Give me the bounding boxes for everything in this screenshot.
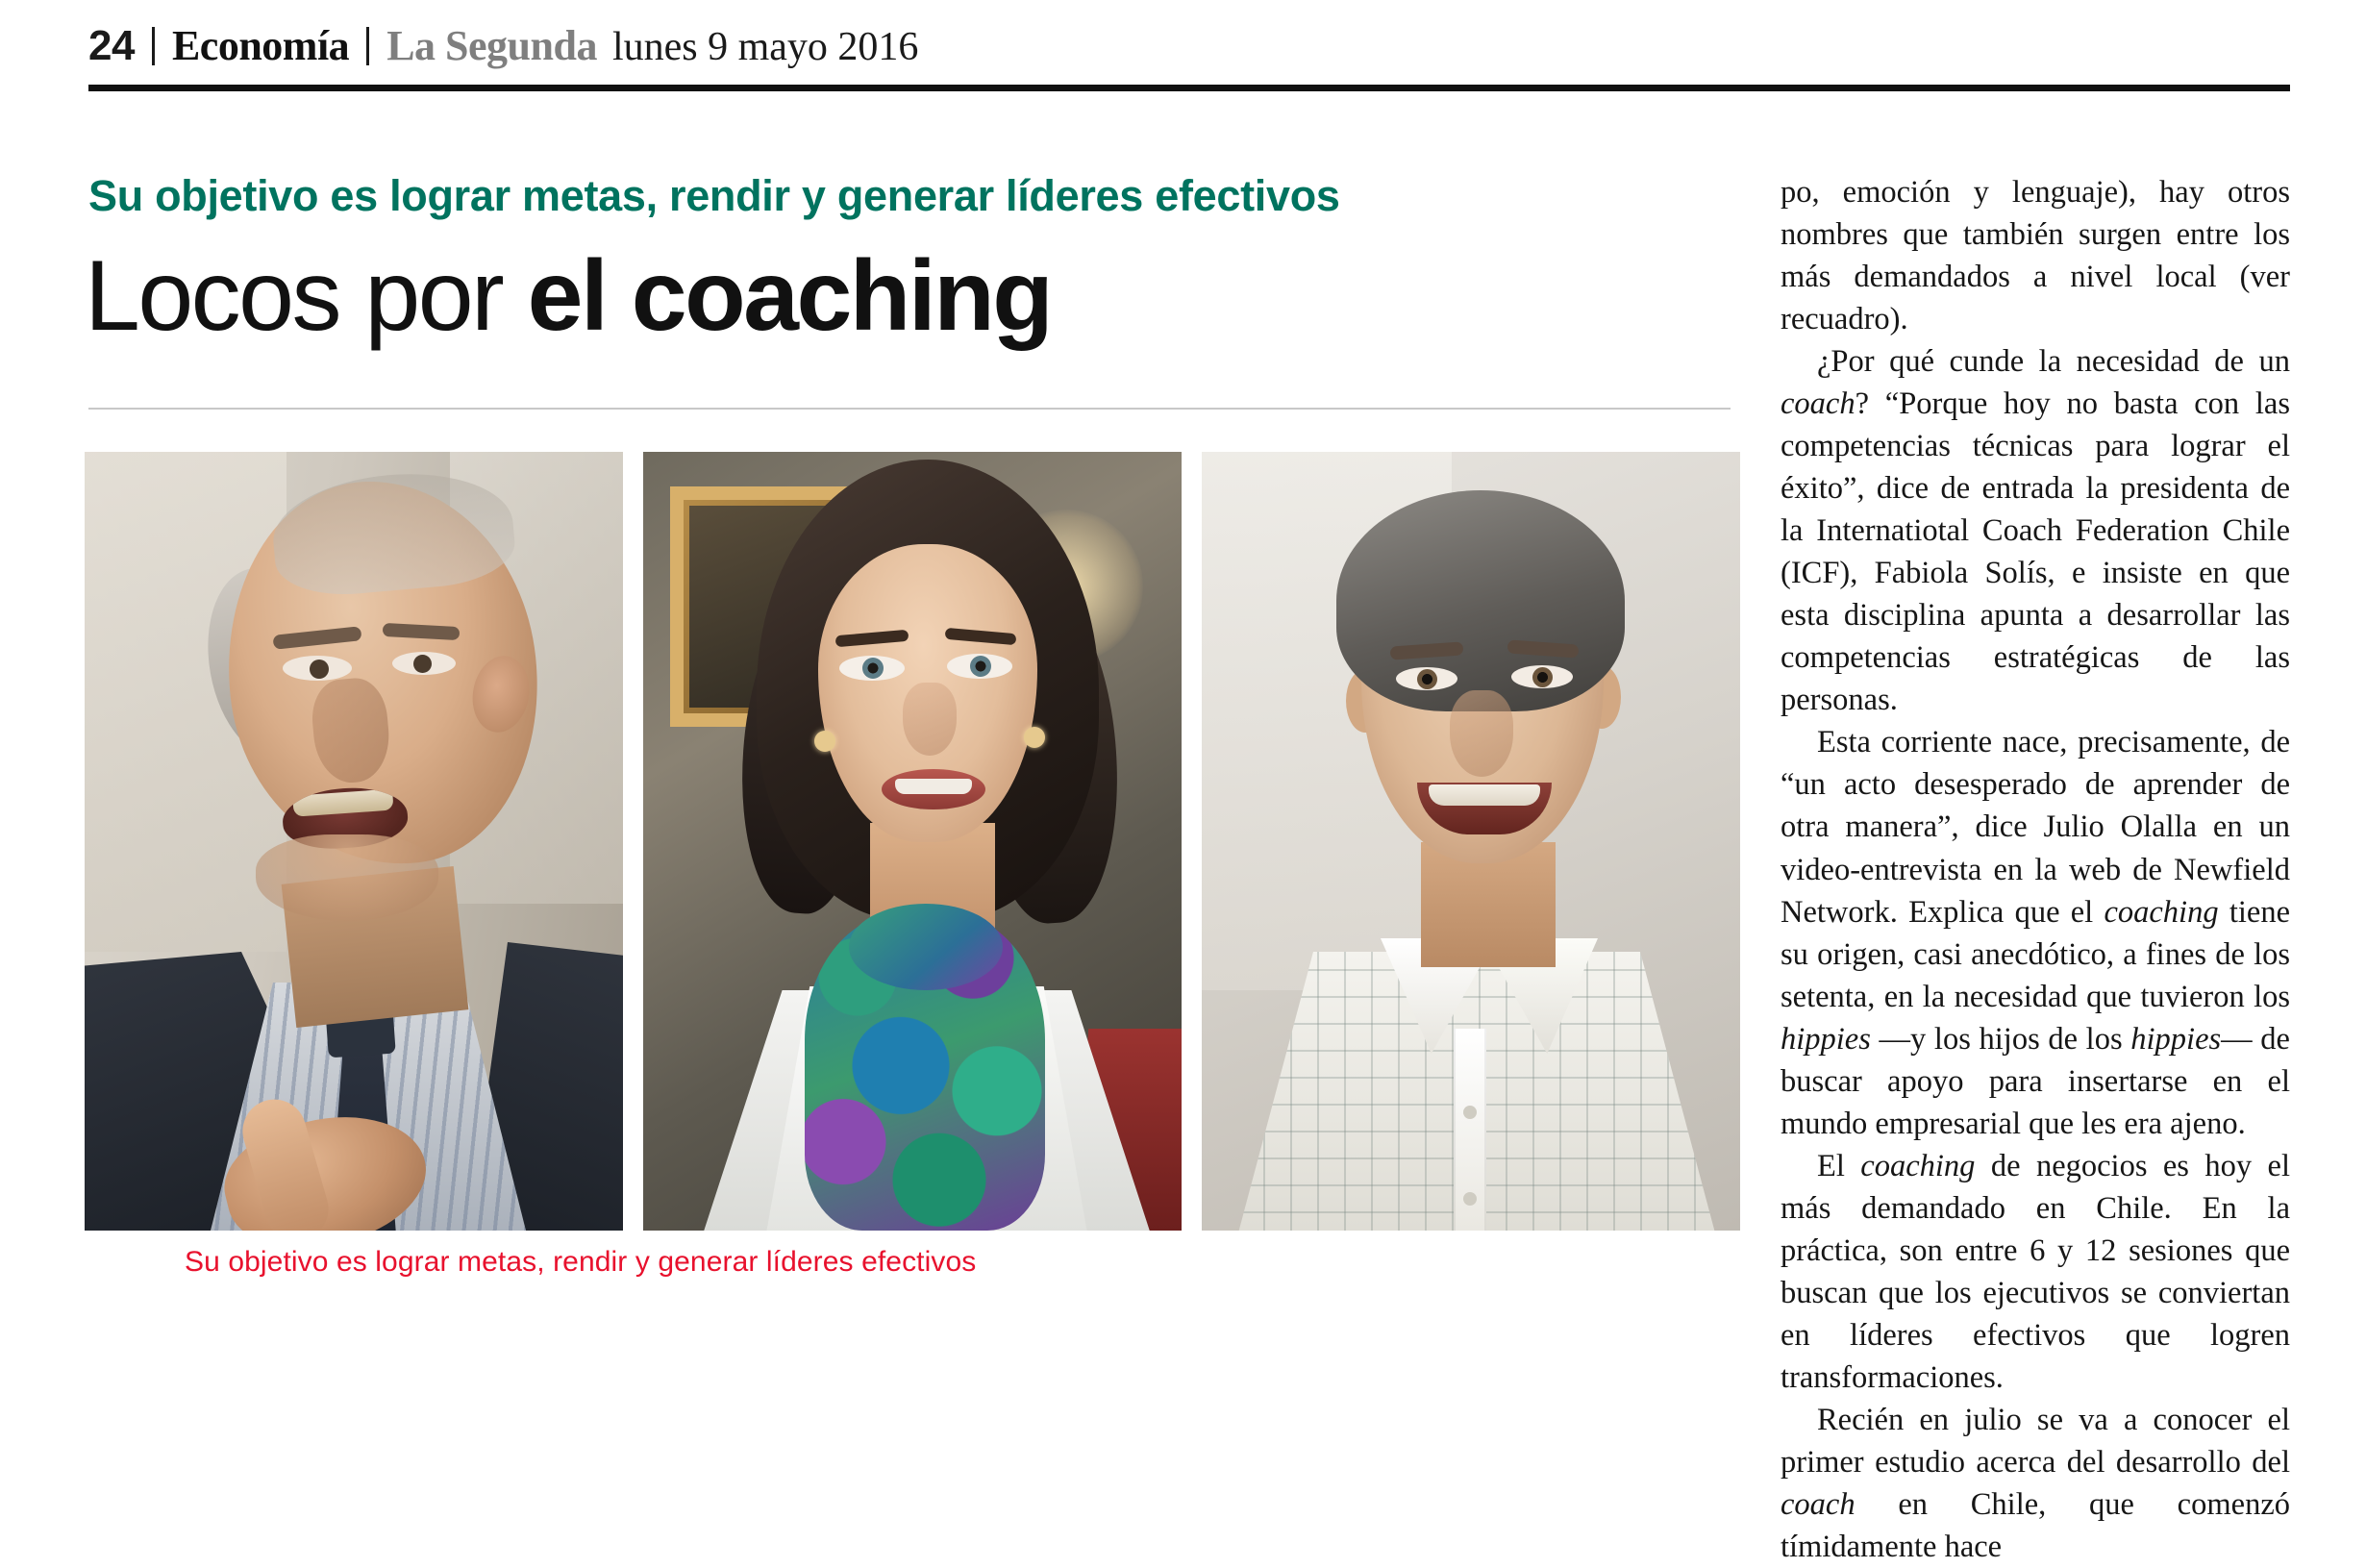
body-p5-a: Recién en julio se va a conocer el primer estudio acerca del desarrollo del <box>1781 1402 2290 1480</box>
body-paragraph-3 <box>1781 721 2290 1144</box>
body-p3-italic-hippies-1: hippies <box>1781 1021 1871 1057</box>
body-p3-italic-hippies-2: hippies <box>2130 1021 2222 1057</box>
body-p3-d: — de buscar apoyo para insertarse en el mundo empresarial que les era ajeno. <box>1781 1021 2290 1141</box>
issue-date: lunes 9 mayo 2016 <box>611 25 919 69</box>
article-body-column <box>1781 171 2290 1568</box>
photo-2 <box>643 452 1182 1231</box>
body-paragraph-4 <box>1781 1145 2290 1399</box>
photo-1 <box>85 452 623 1231</box>
body-p3-a: Esta corriente nace, precisamente, de “un acto desesperado de aprender de otra manera”, dice Julio Olalla en un video-entrevista en la web de Newfield Network. Explica que el <box>1781 725 2290 930</box>
page-title <box>85 242 1757 350</box>
body-p3-c: —y los hijos de los <box>1870 1021 2131 1057</box>
article-kicker: Su objetivo es lograr metas, rendir y generar líderes efectivos <box>88 171 1340 220</box>
photo-3 <box>1202 452 1740 1231</box>
annotation-caption: Su objetivo es lograr metas, rendir y generar líderes efectivos <box>185 1246 977 1278</box>
body-p5-italic-coach: coach <box>1781 1486 1855 1522</box>
body-paragraph-5 <box>1781 1399 2290 1568</box>
masthead <box>88 8 2290 67</box>
body-paragraph-1: po, emoción y lenguaje), hay otros nombres que también surgen entre los más demandados a nivel local (ver recuadro). <box>1781 175 2290 337</box>
section-name: Economía <box>171 22 350 69</box>
masthead-rule <box>88 85 2290 91</box>
body-p2-italic-coach: coach <box>1781 386 1855 422</box>
headline-underrule <box>88 408 1731 410</box>
headline-part-bold: el coaching <box>527 240 1052 352</box>
publication-name: La Segunda <box>386 22 597 69</box>
photo-strip <box>85 452 1740 1231</box>
body-p4-b: de negocios es hoy el más demandado en Chile. En la práctica, son entre 6 y 12 sesiones que buscan que los ejecutivos se conviertan en líderes efectivos que logren transformaciones. <box>1781 1148 2290 1395</box>
body-p3-italic-coaching: coaching <box>2104 894 2219 930</box>
masthead-divider-1 <box>152 27 155 65</box>
body-p3-b: tiene su origen, casi anecdótico, a fines de los setenta, en la necesidad que tuvieron los <box>1781 894 2290 1014</box>
body-p4-italic-coaching: coaching <box>1860 1148 1976 1183</box>
masthead-divider-2 <box>366 27 369 65</box>
body-p4-a: El <box>1817 1148 1861 1183</box>
body-p5-b: en Chile, que comenzó tímidamente hace <box>1781 1486 2290 1564</box>
headline-part-light: Locos por <box>85 240 528 352</box>
body-paragraph-2 <box>1781 340 2290 721</box>
page-number: 24 <box>88 22 135 69</box>
body-p2-b: ? “Porque hoy no basta con las competencias técnicas para lograr el éxito”, dice de entrada la presidenta de la Internatiotal Coach Federation Chile (ICF), Fabiola Solís, e insiste en que esta disciplina apunta a desarrollar las competencias estratégicas de las personas. <box>1781 386 2290 718</box>
body-p2-a: ¿Por qué cunde la necesidad de un <box>1817 344 2290 380</box>
